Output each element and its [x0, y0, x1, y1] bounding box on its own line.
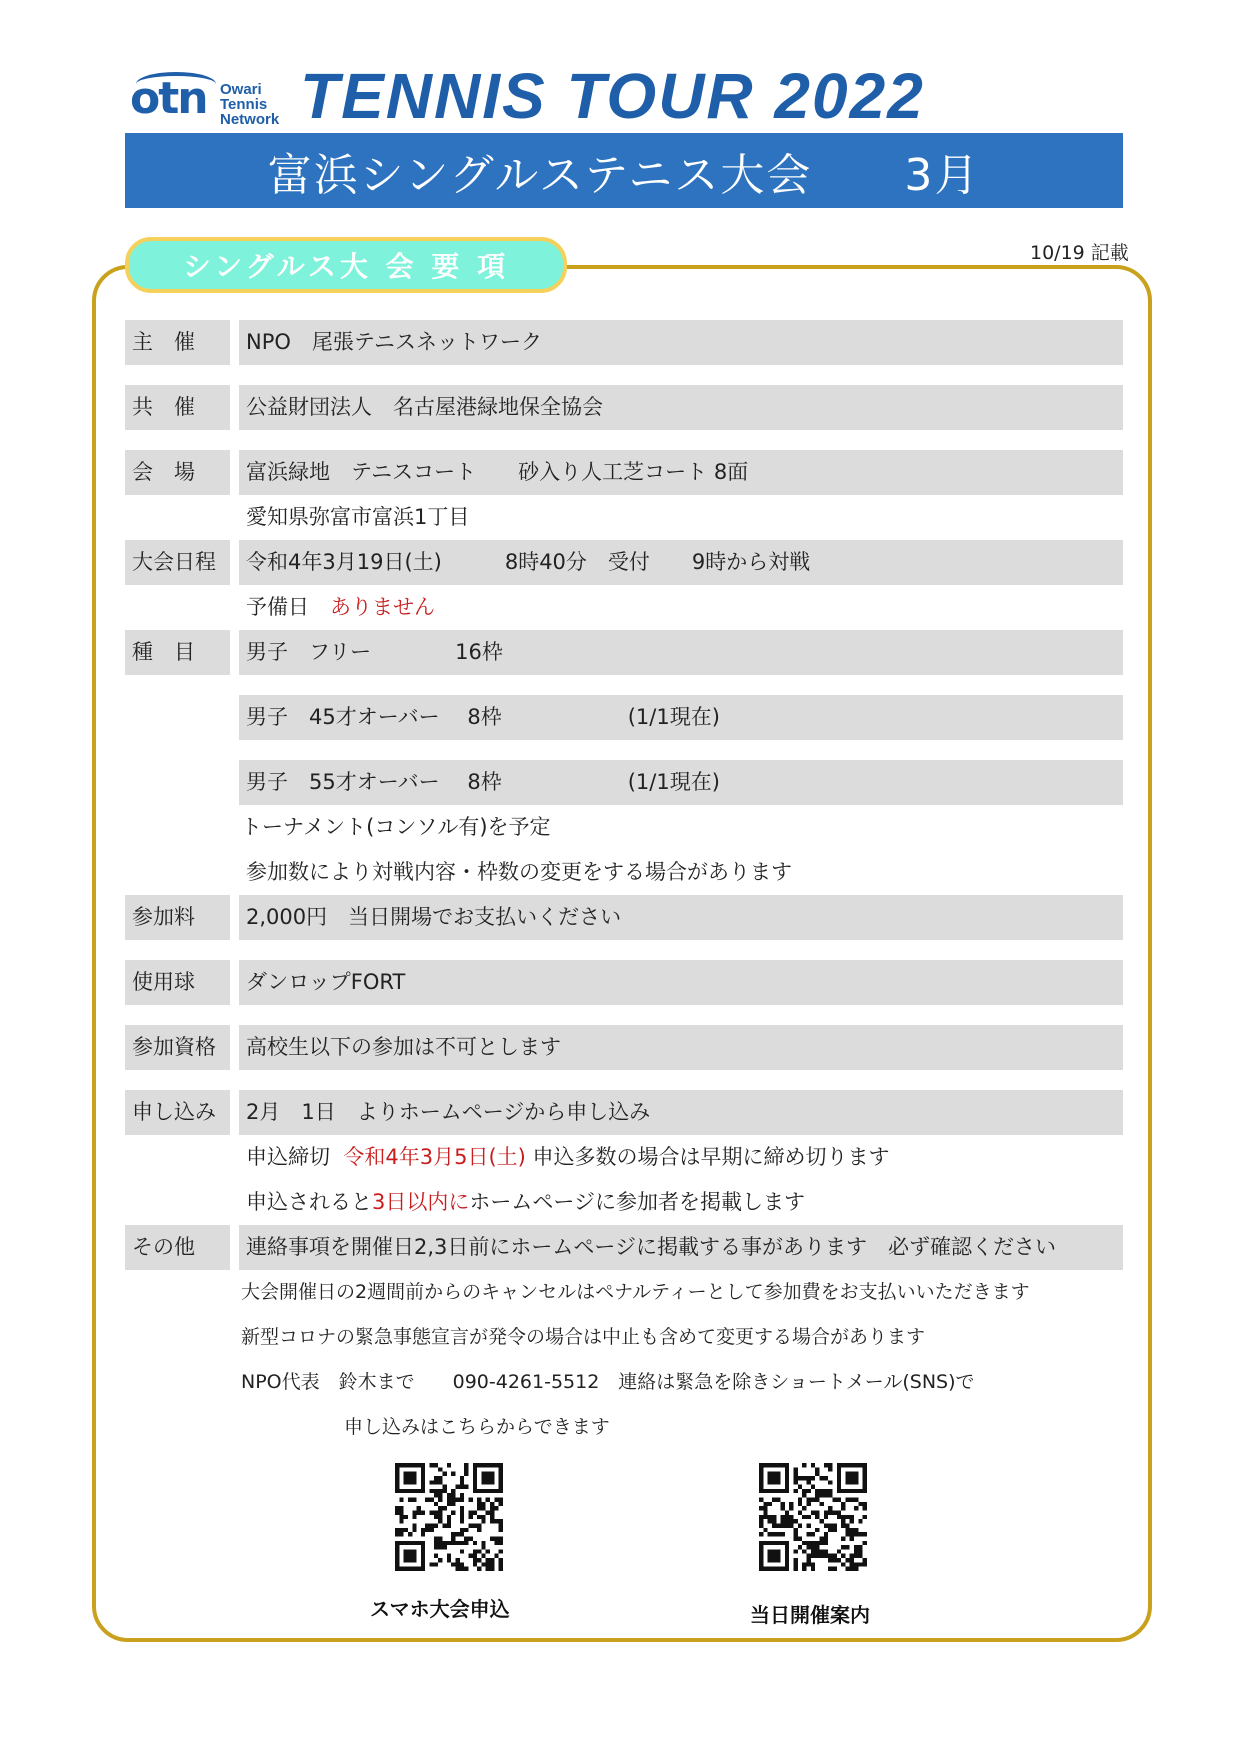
event-banner: [125, 133, 1123, 208]
deadline-suffix: 申込多数の場合は早期に締め切ります: [532, 1145, 890, 1169]
qr-code-icon[interactable]: [388, 1463, 510, 1571]
label-venue: 会 場: [125, 450, 230, 495]
value-venue: 富浜緑地 テニスコート 砂入り人工芝コート 8面: [239, 450, 1123, 495]
date-note: 10/19 記載: [1030, 242, 1129, 264]
label-events: 種 目: [125, 630, 230, 675]
other-note-covid: 新型コロナの緊急事態宣言が発令の場合は中止も含めて変更する場合があります: [241, 1326, 926, 1348]
label-organizer: 主 催: [125, 320, 230, 365]
posting-prefix: 申込されると: [246, 1190, 372, 1214]
value-application: 2月 1日 よりホームページから申し込み: [239, 1090, 1123, 1135]
logo-line-3: Network: [220, 111, 280, 128]
event-item: 男子 55才オーバー 8枠 (1/1現在): [239, 760, 1123, 805]
row-ball: [125, 960, 1123, 1005]
qr-code-icon[interactable]: [752, 1463, 874, 1571]
section-title: シングルス大 会 要 項: [182, 250, 510, 283]
row-event-55: [125, 760, 1123, 805]
label-cosponsor: 共 催: [125, 385, 230, 430]
row-events: [125, 630, 1123, 675]
value-ball: ダンロップFORT: [239, 960, 1123, 1005]
other-note-cancel: 大会開催日の2週間前からのキャンセルはペナルティーとして参加費をお支払いいただきます: [241, 1281, 1030, 1303]
reserve-value: ありません: [330, 595, 435, 619]
row-venue: [125, 450, 1123, 495]
label-schedule: 大会日程: [125, 540, 230, 585]
events-note-change: 参加数により対戦内容・枠数の変更をする場合があります: [246, 860, 792, 884]
row-other: [125, 1225, 1123, 1270]
row-schedule: [125, 540, 1123, 585]
application-posting: [239, 1180, 805, 1225]
reserve-day: [239, 585, 435, 630]
reserve-label: 予備日: [246, 595, 309, 619]
event-item: 男子 フリー 16枠: [239, 630, 1123, 675]
event-item: 男子 45才オーバー 8枠 (1/1現在): [239, 695, 1123, 740]
logo-subtext: [220, 82, 279, 127]
row-fee: [125, 895, 1123, 940]
qr-label-apply: スマホ大会申込: [370, 1597, 510, 1621]
posting-highlight: 3日以内に: [372, 1190, 470, 1214]
deadline-date: 令和4年3月5日(土): [343, 1145, 526, 1169]
other-note-contact: NPO代表 鈴木まで 090-4261-5512 連絡は緊急を除きショートメール(SNS)で: [241, 1371, 975, 1393]
logo-mark: otn: [130, 73, 207, 124]
label-application: 申し込み: [125, 1090, 230, 1135]
events-note-tournament: トーナメント(コンソル有)を予定: [241, 815, 551, 839]
section-title-pill: [125, 237, 567, 293]
label-eligibility: 参加資格: [125, 1025, 230, 1070]
label-other: その他: [125, 1225, 230, 1270]
other-note-apply: 申し込みはこちらからできます: [344, 1416, 610, 1438]
banner-title: 富浜シングルステニス大会 3月: [267, 149, 981, 201]
header: [130, 60, 1000, 132]
logo-line-2: Tennis: [220, 96, 268, 113]
value-fee: 2,000円 当日開場でお支払いください: [239, 895, 1123, 940]
row-organizer: [125, 320, 1123, 365]
posting-suffix: ホームページに参加者を掲載します: [469, 1190, 805, 1214]
logo-line-1: Owari: [220, 81, 262, 98]
row-eligibility: [125, 1025, 1123, 1070]
value-eligibility: 高校生以下の参加は不可とします: [239, 1025, 1123, 1070]
label-fee: 参加料: [125, 895, 230, 940]
application-deadline: [239, 1135, 890, 1180]
otn-logo: [130, 72, 300, 126]
value-cosponsor: 公益財団法人 名古屋港緑地保全協会: [239, 385, 1123, 430]
value-organizer: NPO 尾張テニスネットワーク: [239, 320, 1123, 365]
deadline-prefix: 申込締切: [246, 1145, 330, 1169]
value-other: 連絡事項を開催日2,3日前にホームページに掲載する事があります 必ず確認ください: [239, 1225, 1123, 1270]
row-event-45: [125, 695, 1123, 740]
value-schedule: 令和4年3月19日(土) 8時40分 受付 9時から対戦: [239, 540, 1123, 585]
row-cosponsor: [125, 385, 1123, 430]
venue-address: 愛知県弥富市富浜1丁目: [246, 505, 470, 529]
qr-label-info: 当日開催案内: [750, 1603, 870, 1627]
tour-title: TENNIS TOUR 2022: [300, 60, 925, 132]
row-application: [125, 1090, 1123, 1135]
label-ball: 使用球: [125, 960, 230, 1005]
